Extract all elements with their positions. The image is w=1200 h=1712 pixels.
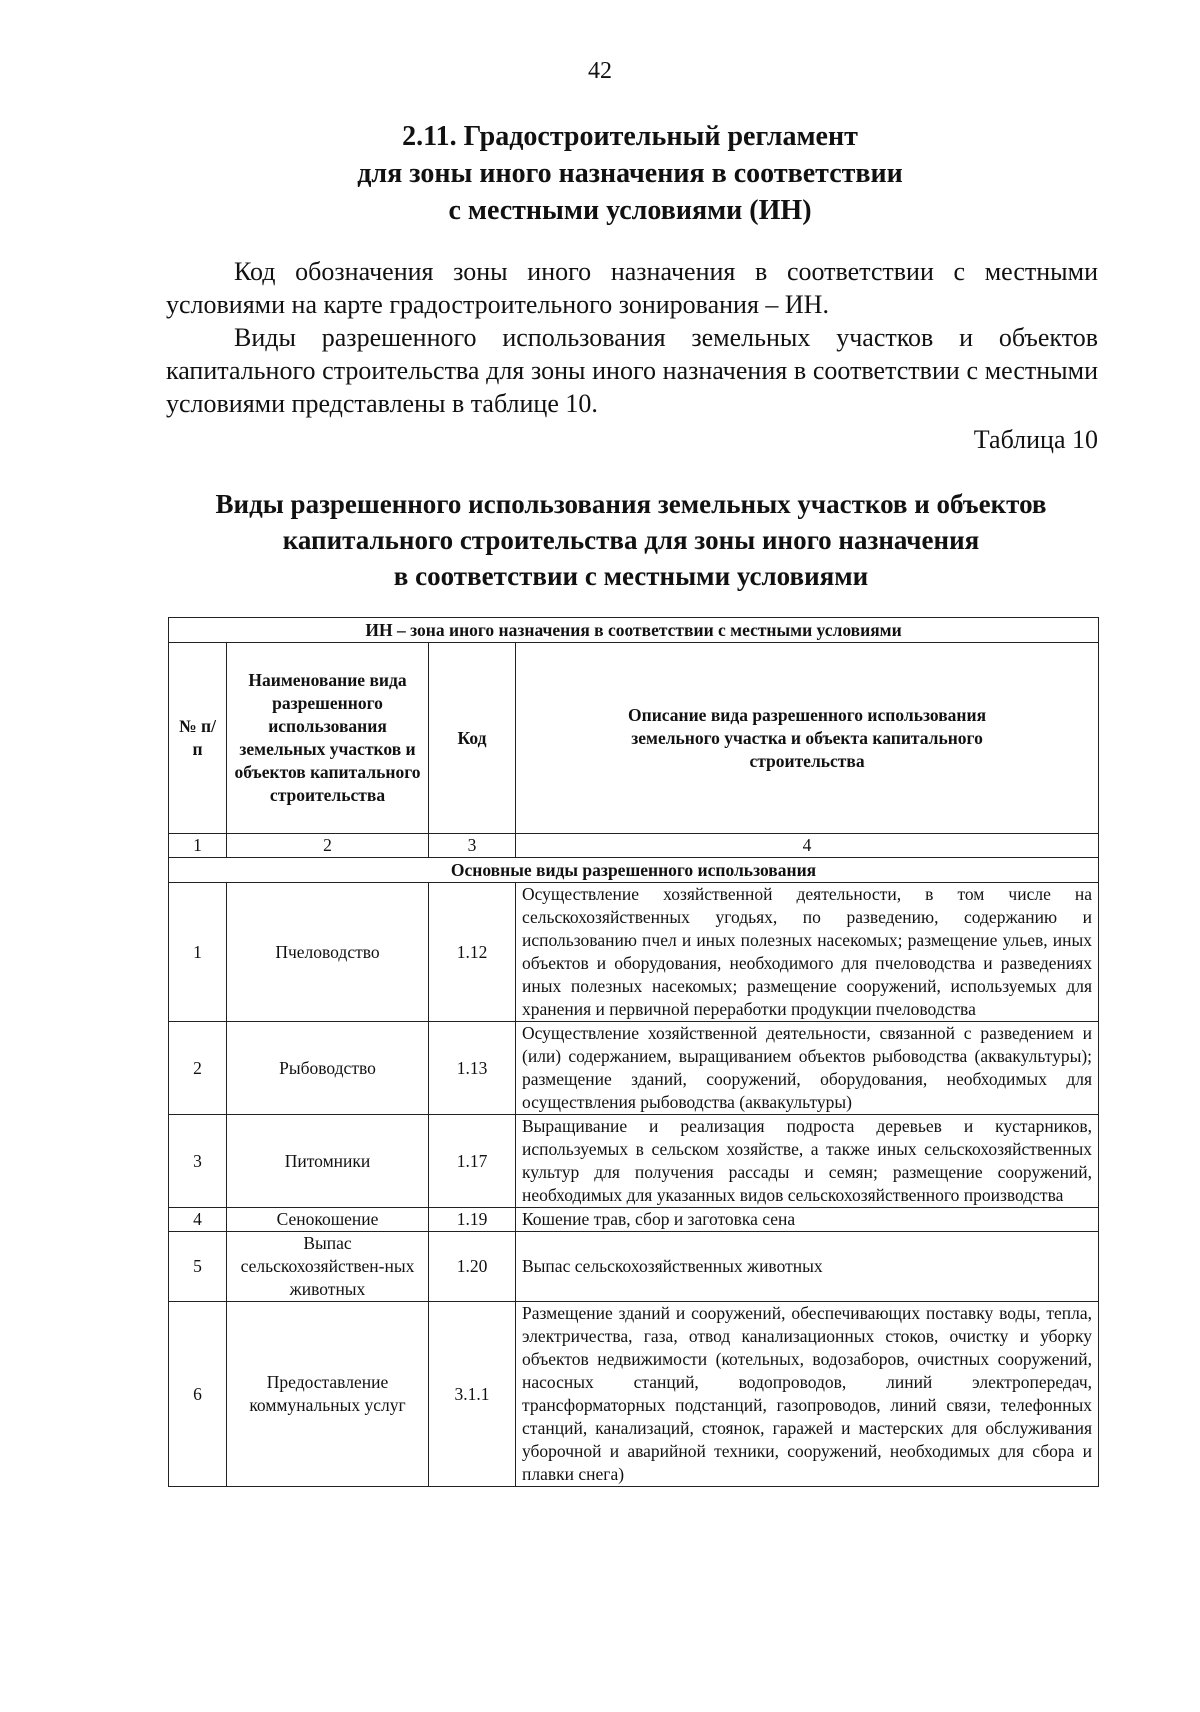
row-name: Выпас сельскохозяйствен-ных животных <box>227 1232 429 1302</box>
row-name: Рыбоводство <box>227 1022 429 1115</box>
section-title-line: 2.11. Градостроительный регламент <box>402 121 858 152</box>
table-row <box>169 1232 1099 1302</box>
row-code: 1.13 <box>429 1022 516 1115</box>
row-name: Пчеловодство <box>227 883 429 1022</box>
header-num: № п/п <box>169 643 227 834</box>
table-row <box>169 883 1099 1022</box>
table-title-line: капитального строительства для зоны иного назначения <box>282 525 980 555</box>
intro-paragraph: Код обозначения зоны иного назначения в соответствии с местными условиями на карте градостроительного зонирования – ИН. <box>166 257 1098 319</box>
page-number: 42 <box>588 58 612 84</box>
table-row <box>169 1115 1099 1208</box>
row-name: Питомники <box>227 1115 429 1208</box>
table-title-line: Виды разрешенного использования земельных участков и объектов <box>215 489 1047 519</box>
table-header-row <box>169 643 1099 834</box>
row-number: 2 <box>169 1022 227 1115</box>
row-number: 4 <box>169 1208 227 1232</box>
zone-header-cell: ИН – зона иного назначения в соответствии с местными условиями <box>169 618 1099 643</box>
column-number: 4 <box>516 834 1099 858</box>
header-description: Описание вида разрешенного использования земельного участка и объекта капитального строительства <box>516 643 1099 834</box>
row-number: 1 <box>169 883 227 1022</box>
column-number-row <box>169 834 1099 858</box>
header-name: Наименование вида разрешенного использования земельных участков и объектов капитального строительства <box>227 643 429 834</box>
column-number: 3 <box>429 834 516 858</box>
row-description: Осуществление хозяйственной деятельности, в том числе на сельскохозяйственных угодьях, по разведению, содержанию и использованию пчел и иных полезных насекомых; размещение ульев, иных объектов и оборудования, необходимого для пчеловодства и разведениях иных полезных насекомых; размещение сооружений, используемых для хранения и первичной переработки продукции пчеловодства <box>516 883 1099 1022</box>
table-title-line: в соответствии с местными условиями <box>393 561 869 591</box>
section-row <box>169 858 1099 883</box>
row-code: 1.19 <box>429 1208 516 1232</box>
row-description: Размещение зданий и сооружений, обеспечивающих поставку воды, тепла, электричества, газа, отвод канализационных стоков, очистку и уборку объектов недвижимости (котельных, водозаборов, очистных сооружений, насосных станций, водопроводов, линий электропередач, трансформаторных подстанций, газопроводов, линий связи, телефонных станций, канализаций, стоянок, гаражей и мастерских для обслуживания уборочной и аварийной техники, сооружений, необходимых для сбора и плавки снега) <box>516 1302 1099 1487</box>
column-number: 1 <box>169 834 227 858</box>
row-number: 6 <box>169 1302 227 1487</box>
table-row <box>169 1302 1099 1487</box>
table-caption: Таблица 10 <box>973 425 1098 454</box>
row-description: Выпас сельскохозяйственных животных <box>516 1232 1099 1302</box>
intro-paragraph: Виды разрешенного использования земельных участков и объектов капитального строительства для зоны иного назначения в соответствии с местными условиями представлены в таблице 10. <box>166 323 1098 418</box>
section-title-line: для зоны иного назначения в соответствии <box>357 158 903 189</box>
section-title-line: с местными условиями (ИН) <box>448 195 812 226</box>
column-number: 2 <box>227 834 429 858</box>
table-row <box>169 1022 1099 1115</box>
row-code: 1.17 <box>429 1115 516 1208</box>
land-use-table <box>168 617 1099 1487</box>
header-code: Код <box>429 643 516 834</box>
row-number: 5 <box>169 1232 227 1302</box>
section-label: Основные виды разрешенного использования <box>169 858 1099 883</box>
intro-text <box>166 255 1098 420</box>
row-name: Предоставление коммунальных услуг <box>227 1302 429 1487</box>
row-code: 3.1.1 <box>429 1302 516 1487</box>
table-zone-header-row <box>169 618 1099 643</box>
row-name: Сенокошение <box>227 1208 429 1232</box>
row-code: 1.12 <box>429 883 516 1022</box>
row-number: 3 <box>169 1115 227 1208</box>
table-row <box>169 1208 1099 1232</box>
row-description: Осуществление хозяйственной деятельности, связанной с разведением и (или) содержанием, выращиванием объектов рыбоводства (аквакультуры); размещение зданий, сооружений, оборудования, необходимых для осуществления рыбоводства (аквакультуры) <box>516 1022 1099 1115</box>
row-code: 1.20 <box>429 1232 516 1302</box>
table-title <box>150 486 1112 594</box>
row-description: Выращивание и реализация подроста деревьев и кустарников, используемых в сельском хозяйстве, а также иных сельскохозяйственных культур для получения рассады и семян; размещение сооружений, необходимых для указанных видов сельскохозяйственного производства <box>516 1115 1099 1208</box>
section-title <box>0 118 1200 229</box>
row-description: Кошение трав, сбор и заготовка сена <box>516 1208 1099 1232</box>
